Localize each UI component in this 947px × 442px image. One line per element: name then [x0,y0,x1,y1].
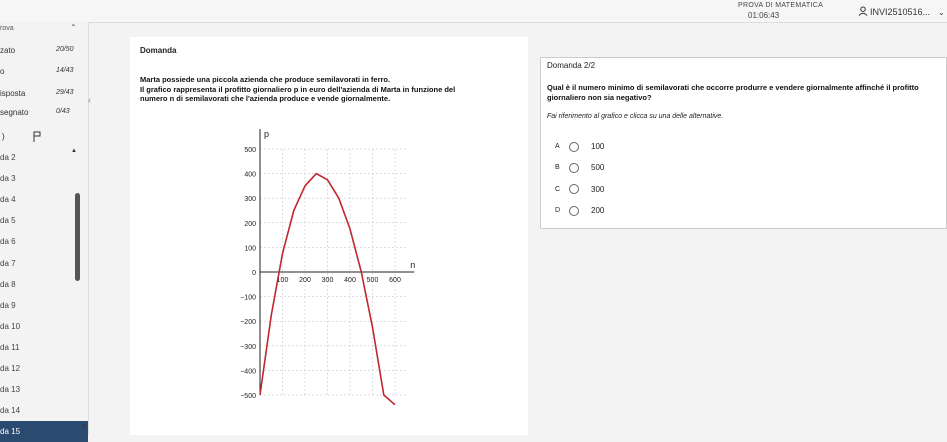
collapse-sidebar-icon[interactable]: ‹ [88,95,91,105]
stat-label: isposta [0,89,26,98]
x-tick-label: 600 [389,277,401,284]
x-tick-label: 500 [366,277,379,284]
option-letter: B [555,164,560,172]
y-tick-label: −100 [240,294,256,302]
y-tick-label: −500 [240,393,256,400]
stat-value: 20/50 [56,46,74,53]
sidebar-section-label: rova [0,25,14,32]
question-item[interactable]: da 5 [0,216,16,226]
chart-svg [226,125,426,405]
filter-icon[interactable]: ) [2,132,5,141]
y-axis-label: p [264,129,270,139]
y-tick-label: 200 [244,220,256,228]
option-b[interactable] [555,157,604,178]
option-text: 100 [591,142,605,152]
chevron-down-icon: ⌄ [938,7,945,17]
exam-title: PROVA DI MATEMATICA [738,2,824,9]
question-item[interactable]: da 9 [0,300,16,310]
sidebar-section-header[interactable] [0,22,88,36]
x-tick-label: 400 [344,277,356,284]
origin-label: 0 [252,270,256,277]
x-tick-label: 100 [276,277,289,284]
radio-button[interactable] [569,206,579,216]
x-axis-label: n [410,260,416,270]
question-item[interactable]: da 13 [0,385,21,395]
option-c[interactable] [555,179,604,200]
stat-value: 29/43 [56,89,74,96]
question-text-line: Il grafico rappresenta il profitto giornaliero p in euro dell'azienda di Marta in funzione del [140,84,456,94]
question-item-active[interactable]: da 15 [0,421,88,442]
stat-label: segnato [0,108,29,117]
option-a[interactable] [555,136,604,157]
answer-question-text: Qual è il numero minimo di semilavorati che occorre produrre e vendere giornalmente affinché il profitto giornaliero non sia negativo? [547,83,919,102]
question-text-line: Marta possiede una piccola azienda che produce semilavorati in ferro. [140,75,391,84]
option-letter: D [555,207,561,215]
question-item[interactable]: da 10 [0,321,21,331]
radio-button[interactable] [569,142,579,152]
option-text: 200 [591,206,605,216]
sidebar-tools [2,132,82,146]
stat-label: o [0,67,5,76]
y-tick-label: −400 [240,368,256,376]
radio-button[interactable] [569,184,579,194]
question-item[interactable]: da 7 [0,258,16,268]
question-item[interactable]: da 3 [0,174,16,184]
option-text: 500 [591,163,605,173]
question-item[interactable]: da 12 [0,363,21,373]
answer-panel [540,57,947,229]
user-menu[interactable] [858,6,945,18]
option-d[interactable] [555,200,604,221]
stat-value: 0/43 [56,108,70,115]
top-bar [0,0,947,23]
answer-options [555,136,604,221]
exam-timer: 01:06:43 [748,11,780,20]
radio-button[interactable] [569,163,579,173]
user-id: INVI2510516... [870,7,931,17]
user-icon [858,6,868,18]
answer-panel-title: Domanda 2/2 [547,61,596,70]
profit-chart [226,125,426,405]
option-text: 300 [591,184,605,194]
y-tick-label: 300 [244,196,256,204]
x-tick-label: 200 [299,277,311,284]
y-tick-label: 100 [244,245,256,253]
question-item[interactable]: da 14 [0,406,21,416]
y-tick-label: −200 [240,319,256,327]
scroll-down-icon[interactable]: ▼ [81,424,87,430]
question-text [140,75,520,104]
question-item[interactable]: da 4 [0,195,16,205]
x-tick-label: 300 [321,277,334,284]
y-tick-label: −300 [240,343,256,351]
question-item[interactable]: da 6 [0,237,16,247]
y-tick-label: 500 [244,147,256,154]
scroll-up-icon[interactable]: ▲ [71,148,77,154]
question-item[interactable]: da 8 [0,279,16,289]
answer-hint: Fai riferimento al grafico e clicca su una delle alternative. [547,113,724,120]
scrollbar-thumb[interactable] [75,193,80,281]
y-tick-label: 400 [244,171,256,179]
question-item[interactable]: da 2 [0,153,16,163]
stat-label: zato [0,46,16,55]
chevron-up-icon[interactable]: ⌃ [70,23,77,32]
option-letter: C [555,185,561,193]
option-letter: A [555,143,560,151]
question-text-line: numero n di semilavorati che l'azienda produce e vende giornalmente. [140,94,391,103]
question-list [0,147,88,442]
flag-icon[interactable] [32,131,42,143]
stat-value: 14/43 [56,67,74,74]
question-heading: Domanda [140,46,177,55]
question-item[interactable]: da 11 [0,342,20,352]
